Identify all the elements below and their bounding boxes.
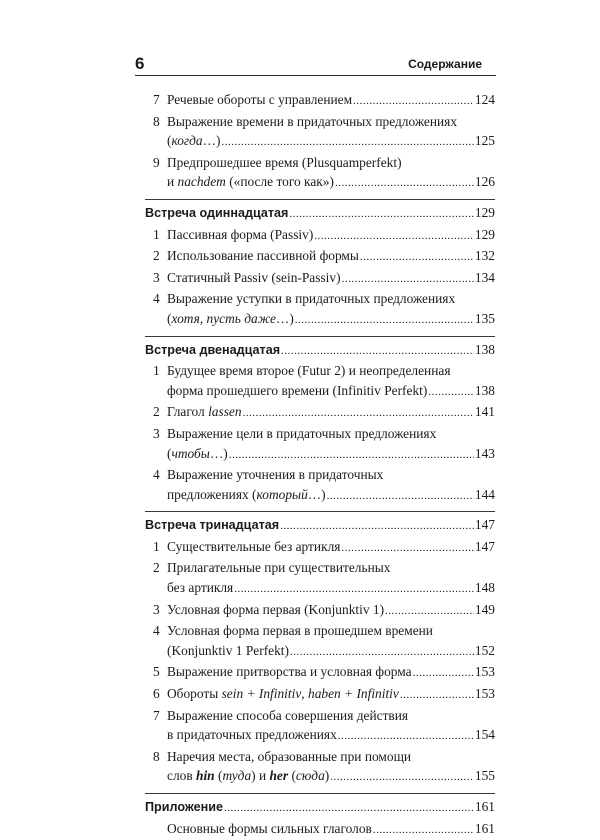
- item-number: 5: [153, 664, 160, 680]
- item-title-cont: в придаточных предложениях: [167, 727, 337, 743]
- leader-dots: [342, 270, 474, 290]
- page-ref: 138: [474, 341, 495, 357]
- leader-dots: [335, 174, 474, 194]
- item-number: 6: [153, 686, 160, 702]
- toc-item[interactable]: [145, 225, 495, 247]
- page-ref: 148: [474, 580, 495, 596]
- item-number: 1: [153, 538, 160, 554]
- item-number: 2: [153, 248, 160, 264]
- item-number: 4: [153, 467, 160, 483]
- item-title: Выражение уступки в придаточных предложениях: [167, 291, 456, 307]
- item-title: Глагол lassen: [167, 404, 242, 420]
- item-number: 1: [153, 363, 160, 379]
- toc-section-heading[interactable]: [145, 203, 495, 225]
- leader-dots: [234, 580, 474, 600]
- toc-item[interactable]: [145, 246, 495, 268]
- leader-dots: [280, 517, 474, 537]
- toc-item[interactable]: [145, 819, 495, 840]
- item-title-cont: и nachdem («после того как»): [167, 174, 334, 190]
- item-title: Будущее время второе (Futur 2) и неопределенная: [167, 363, 451, 379]
- item-title-cont: (Konjunktiv 1 Perfekt): [167, 642, 289, 658]
- page-ref: 161: [474, 799, 495, 814]
- item-number: [145, 819, 167, 840]
- leader-dots: [314, 227, 474, 247]
- page-ref: 141: [474, 404, 495, 420]
- page-ref: 153: [474, 664, 495, 680]
- item-number: 1: [153, 226, 160, 242]
- leader-dots: [289, 205, 474, 225]
- item-title: Выражение цели в придаточных предложениях: [167, 425, 437, 441]
- item-number: 7: [153, 707, 160, 723]
- section-divider: [145, 793, 495, 794]
- leader-dots: [330, 768, 474, 788]
- item-title: Обороты sein + Infinitiv, haben + Infinitiv: [167, 686, 399, 702]
- leader-dots: [341, 539, 473, 559]
- leader-dots: [360, 248, 474, 268]
- toc-item[interactable]: [145, 747, 495, 788]
- section-divider: [145, 336, 495, 337]
- page-ref: 147: [474, 538, 495, 554]
- item-number: 2: [153, 404, 160, 420]
- item-number: 8: [153, 113, 160, 129]
- page-ref: 161: [474, 820, 495, 836]
- item-title: Выражение притворства и условная форма: [167, 664, 412, 680]
- page-ref: 149: [474, 601, 495, 617]
- toc-item[interactable]: [145, 684, 495, 706]
- toc-section-heading[interactable]: [145, 515, 495, 537]
- item-title: Использование пассивной формы: [167, 248, 359, 264]
- leader-dots: [385, 602, 474, 622]
- toc-item[interactable]: [145, 289, 495, 330]
- page-ref: 135: [474, 310, 495, 326]
- item-title: Наречия места, образованные при помощи: [167, 748, 412, 764]
- table-of-contents: [145, 90, 495, 840]
- leader-dots: [413, 664, 474, 684]
- page-ref: 129: [474, 226, 495, 242]
- page-number: 6: [135, 54, 145, 73]
- toc-item[interactable]: [145, 558, 495, 599]
- item-title-cont: форма прошедшего времени (Infinitiv Perfekt): [167, 382, 428, 398]
- page-ref: 134: [474, 269, 495, 285]
- section-divider: [145, 199, 495, 200]
- header-rule: [135, 75, 496, 76]
- page-ref: 147: [474, 517, 495, 533]
- page-ref: 152: [474, 642, 495, 658]
- item-title-cont: слов hin (туда) и her (сюда): [167, 768, 330, 784]
- item-title: Предпрошедшее время (Plusquamperfekt): [167, 154, 402, 170]
- leader-dots: [428, 383, 474, 403]
- leader-dots: [229, 446, 474, 466]
- item-title: Существительные без артикля: [167, 538, 341, 554]
- page-ref: 132: [474, 248, 495, 264]
- item-title: Статичный Passiv (sein-Passiv): [167, 269, 341, 285]
- item-number: 3: [153, 425, 160, 441]
- page-ref: 143: [474, 445, 495, 461]
- item-number: 2: [153, 560, 160, 576]
- leader-dots: [290, 643, 474, 663]
- item-title: Основные формы сильных глаголов: [167, 820, 372, 836]
- item-number: 3: [153, 601, 160, 617]
- item-title: Выражение времени в придаточных предложениях: [167, 113, 458, 129]
- page-ref: 144: [474, 486, 495, 502]
- item-number: 3: [153, 269, 160, 285]
- toc-item[interactable]: [145, 112, 495, 153]
- toc-section-heading[interactable]: [145, 340, 495, 362]
- section-title: Встреча одиннадцатая: [145, 205, 289, 220]
- leader-dots: [400, 686, 474, 706]
- item-title: Выражение уточнения в придаточных: [167, 467, 384, 483]
- item-title-cont: (хотя, пусть даже…): [167, 310, 294, 326]
- section-title: Встреча двенадцатая: [145, 342, 281, 357]
- item-title: Условная форма первая в прошедшем времени: [167, 623, 433, 639]
- item-title: Условная форма первая (Konjunktiv 1): [167, 601, 385, 617]
- item-title-cont: без артикля: [167, 580, 234, 596]
- running-head: Содержание: [408, 57, 482, 71]
- item-number: 9: [153, 154, 160, 170]
- item-title: Речевые обороты с управлением: [167, 92, 353, 107]
- leader-dots: [224, 799, 474, 819]
- item-number: 8: [153, 748, 160, 764]
- leader-dots: [338, 727, 474, 747]
- toc-item[interactable]: [145, 662, 495, 684]
- toc-section-heading[interactable]: [145, 797, 495, 819]
- leader-dots: [373, 821, 474, 840]
- item-title-cont: (когда…): [167, 133, 221, 149]
- toc-item[interactable]: [145, 153, 495, 194]
- item-number: 4: [153, 623, 160, 639]
- page-ref: 154: [474, 727, 495, 743]
- page-ref: 126: [474, 174, 495, 190]
- toc-item[interactable]: [145, 268, 495, 290]
- page-ref: 124: [474, 92, 495, 107]
- section-title: Приложение: [145, 800, 223, 814]
- leader-dots: [243, 404, 474, 424]
- toc-item[interactable]: [145, 621, 495, 662]
- item-title: Пассивная форма (Passiv): [167, 226, 314, 242]
- item-title: Прилагательные при существительных: [167, 560, 391, 576]
- leader-dots: [353, 92, 474, 112]
- leader-dots: [221, 133, 473, 153]
- leader-dots: [327, 487, 474, 507]
- page-ref: 129: [474, 204, 495, 220]
- item-number: 4: [153, 291, 160, 307]
- toc-item[interactable]: [145, 706, 495, 747]
- item-number: 7: [153, 92, 160, 107]
- section-title: Встреча тринадцатая: [145, 518, 280, 533]
- page-ref: 153: [474, 686, 495, 702]
- toc-item[interactable]: [145, 424, 495, 465]
- toc-item[interactable]: [145, 402, 495, 424]
- section-divider: [145, 511, 495, 512]
- item-title-cont: (чтобы…): [167, 445, 228, 461]
- leader-dots: [281, 342, 474, 362]
- toc-item[interactable]: [145, 90, 495, 112]
- toc-item[interactable]: [145, 537, 495, 559]
- page-ref: 138: [474, 382, 495, 398]
- item-title-cont: предложениях (который…): [167, 486, 326, 502]
- item-title: Выражение способа совершения действия: [167, 707, 409, 723]
- toc-item[interactable]: [145, 600, 495, 622]
- page-ref: 125: [474, 133, 495, 149]
- toc-item[interactable]: [145, 465, 495, 506]
- leader-dots: [295, 311, 474, 331]
- page-ref: 155: [474, 768, 495, 784]
- toc-item[interactable]: [145, 361, 495, 402]
